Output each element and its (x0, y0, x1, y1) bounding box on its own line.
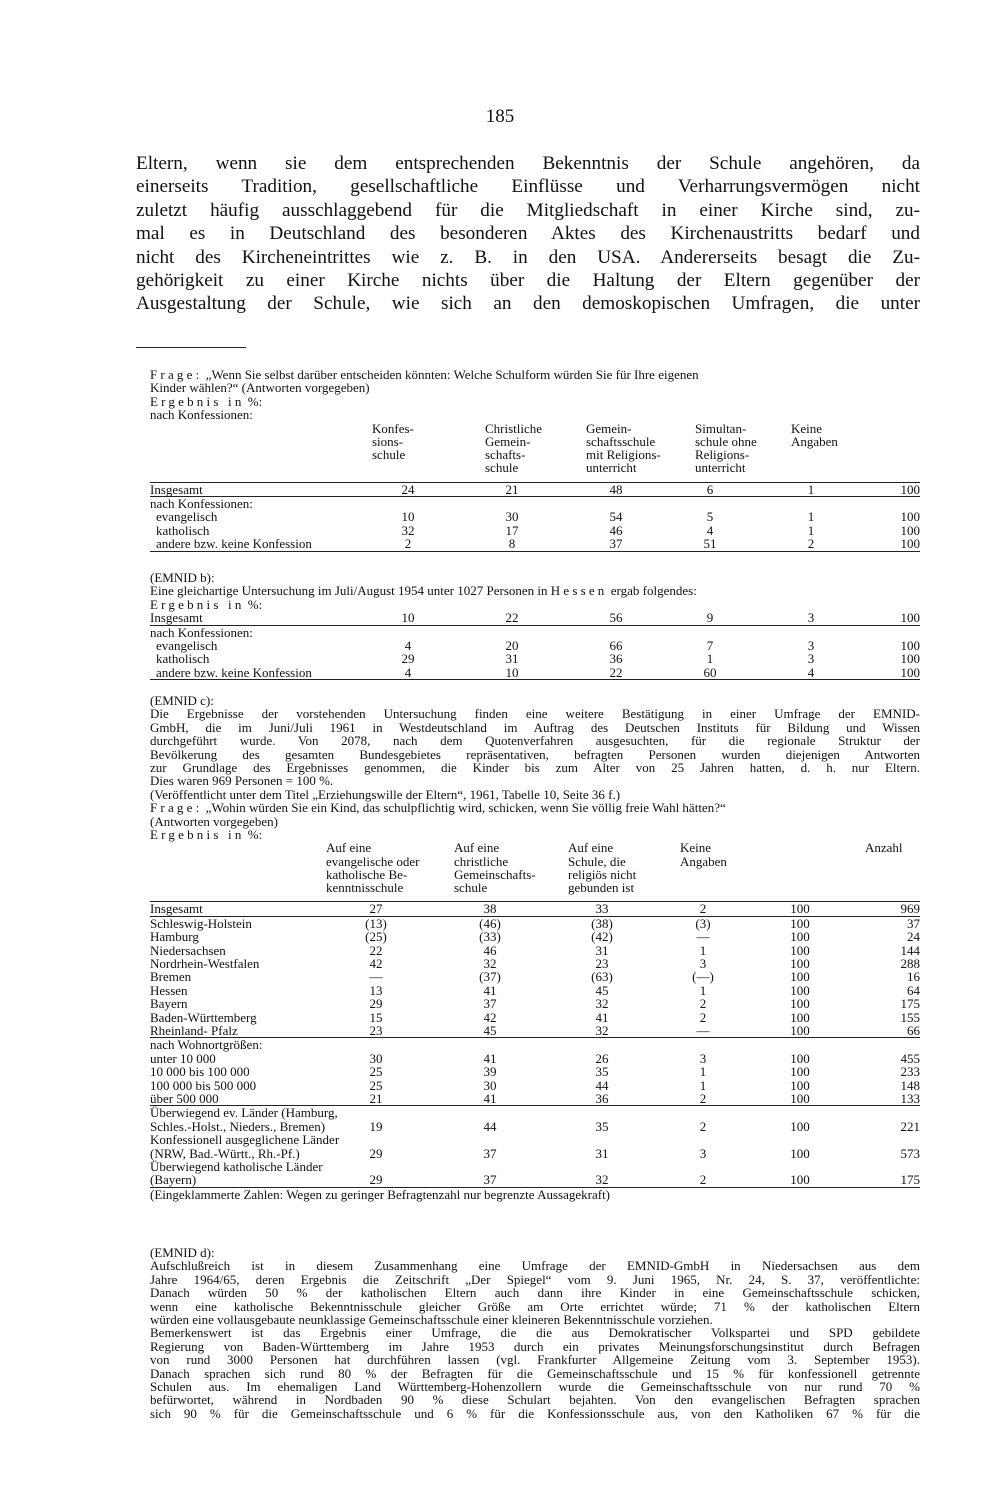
table-cell: 3 (807, 651, 815, 667)
table-cell: 21 (369, 1090, 383, 1106)
table-cell: 2 (699, 1118, 707, 1134)
table-cell: 100 (790, 929, 810, 945)
row-label: nach Konfessionen: (150, 496, 253, 512)
table-cell: 144 (900, 942, 920, 958)
row-label: Hessen (150, 982, 188, 998)
table-cell: 41 (483, 982, 497, 998)
table-cell: 100 (790, 1050, 810, 1066)
row-label: nach Konfessionen: (150, 624, 253, 640)
table-cell: 133 (900, 1090, 920, 1106)
table-cell: 45 (595, 982, 609, 998)
result-label: Ergebnis in %: (150, 827, 263, 843)
table-cell: 100 (790, 1077, 810, 1093)
main-line: Eltern, wenn sie dem entsprechenden Bekenntnis der Schule angehören, da (136, 153, 920, 174)
table-row (150, 1079, 920, 1092)
table-cell: 2 (699, 1009, 707, 1025)
table-cell: 20 (505, 638, 519, 653)
table-row (150, 537, 920, 550)
table-cell: 23 (369, 1022, 383, 1038)
table-body (150, 611, 920, 680)
table-cell: 51 (703, 536, 717, 552)
row-label: evangelisch (156, 638, 218, 653)
table-cell: 100 (790, 1090, 810, 1106)
main-text (136, 152, 920, 316)
table-cell: 10 (505, 664, 519, 680)
row-label: Insgesamt (150, 901, 203, 917)
survey-1 (150, 368, 920, 552)
table-cell: 1 (706, 651, 714, 667)
table-cell: 60 (703, 664, 717, 680)
table-cell: 24 (907, 929, 920, 945)
row-label: Überwiegend katholische Länder (150, 1158, 323, 1174)
table-cell: 25 (369, 1064, 383, 1080)
table-cell: 37 (907, 915, 920, 931)
main-line: einerseits Tradition, gesellschaftliche Einflüsse und Verharrungsvermögen nicht (136, 176, 920, 198)
table-cell: 32 (401, 522, 415, 538)
main-line: zuletzt häufig ausschlaggebend für die Mitgliedschaft in einer Kirche sind, zu- (136, 199, 920, 221)
table-row (150, 1011, 920, 1024)
table-row (150, 1052, 920, 1065)
table-cell: 16 (907, 969, 920, 985)
table-cell: 1 (699, 982, 707, 998)
table-row (150, 524, 920, 537)
table-row (150, 497, 920, 510)
result-label: Ergebnis in %: (150, 596, 263, 612)
table-cell: 100 (900, 638, 920, 653)
table-cell: 41 (483, 1090, 497, 1106)
table-row (150, 944, 920, 957)
table-cell: 1 (807, 509, 815, 525)
table-cell: 2 (699, 901, 707, 917)
table-cell: 100 (900, 664, 920, 680)
table-row (150, 483, 920, 496)
table-header (150, 841, 920, 899)
footnote-divider (136, 347, 246, 348)
source-label: (EMNID d): (150, 1245, 215, 1260)
table-cell: 9 (706, 610, 714, 626)
table-cell: (46) (479, 915, 501, 931)
col-header: Keine Angaben (791, 420, 838, 449)
table-cell: 27 (369, 901, 383, 917)
col-header: Simultan- schule ohne Religions- unterricht (695, 420, 757, 476)
main-line: Ausgestaltung der Schule, wie sich an den demoskopischen Umfragen, die unter (136, 293, 920, 315)
col-header: Auf eine evangelische oder katholische Be- kenntnisschule (326, 840, 420, 896)
table-cell: 22 (609, 664, 623, 680)
table-cell: 969 (900, 901, 920, 917)
row-label: unter 10 000 (150, 1050, 216, 1066)
survey-4 (150, 1246, 920, 1420)
question: Frage: „Wenn Sie selbst darüber entscheiden könnten: Welche Schulform würden Sie für Ihre eigenen (150, 367, 699, 382)
table-cell: 15 (369, 1009, 383, 1025)
row-label: Nordrhein-Westfalen (150, 956, 260, 972)
table-row (150, 611, 920, 624)
table-cell: 30 (369, 1050, 383, 1066)
table-row (150, 626, 920, 639)
table-cell: 148 (900, 1077, 920, 1093)
table-cell: (42) (591, 929, 613, 945)
table-cell: — (696, 1022, 710, 1038)
table-cell: 100 (900, 536, 920, 552)
table-cell: 100 (790, 956, 810, 972)
table-cell: (13) (365, 915, 387, 931)
table-row (150, 652, 920, 665)
table-cell: 31 (595, 1145, 609, 1161)
row-label: andere bzw. keine Konfession (156, 536, 312, 552)
row-label: evangelisch (156, 509, 218, 525)
table-cell: 233 (900, 1064, 920, 1080)
table-row (150, 917, 920, 930)
table-row (150, 1038, 920, 1051)
row-label: über 500 000 (150, 1090, 219, 1106)
table-footnote: (Eingeklammerte Zahlen: Wegen zu geringer Befragtenzahl nur begrenzte Aussagekraft) (150, 1186, 611, 1202)
table-cell: 100 (900, 509, 920, 525)
table-cell: 36 (595, 1090, 609, 1106)
table-cell: 36 (609, 651, 623, 667)
main-line: gehörigkeit zu einer Kirche nichts über die Haltung der Eltern gegenüber der (136, 270, 920, 292)
table-cell: 37 (483, 996, 497, 1012)
table-row (150, 1092, 920, 1105)
table-row (150, 1024, 920, 1037)
table-cell: 3 (807, 610, 815, 626)
row-label: Insgesamt (150, 481, 203, 497)
row-label: (NRW, Bad.-Württ., Rh.-Pf.) (150, 1145, 300, 1161)
row-label: katholisch (156, 522, 210, 538)
row-label: Bayern (150, 996, 188, 1012)
table-cell: 100 (790, 1022, 810, 1038)
table-cell: 155 (900, 1009, 920, 1025)
table-header (150, 422, 920, 480)
row-label: Rheinland- Pfalz (150, 1022, 238, 1038)
table-cell: 42 (369, 956, 383, 972)
question-cont: Kinder wählen?“ (Antworten vorgegeben) (150, 380, 370, 396)
row-label: Hamburg (150, 929, 199, 945)
table-cell: 7 (706, 638, 714, 653)
table-cell: 100 (790, 1118, 810, 1134)
table-cell: 66 (907, 1022, 920, 1038)
table-cell: 573 (900, 1145, 920, 1161)
table-cell: 4 (807, 664, 815, 680)
table-cell: 31 (505, 651, 519, 667)
table-body (150, 483, 920, 552)
table-cell: 2 (404, 536, 412, 552)
survey-2 (150, 571, 920, 680)
table-cell: 221 (900, 1118, 920, 1134)
row-label: Konfessionell ausgeglichene Länder (150, 1132, 340, 1148)
table-cell: (37) (479, 969, 501, 985)
table-cell: 1 (699, 942, 707, 958)
table-cell: (38) (591, 915, 613, 931)
page-number: 185 (485, 106, 515, 127)
survey-3 (150, 694, 920, 1201)
table-cell: 42 (483, 1009, 497, 1025)
table-cell: 2 (699, 1172, 707, 1188)
source-label: (EMNID b): (150, 570, 215, 585)
table-row (150, 1065, 920, 1078)
paragraph: Aufschlußreich ist in diesem Zusammenhang eine Umfrage der EMNID-GmbH in Niedersachsen aus dem Jahre 1964/65, deren Ergebnis die Zeitschrift „Der Spiegel“ vom 9. Juni 1965, Nr. 24, S. 37, veröffentlichte: Danach würden 50 % der katholischen Eltern auch dann ihre Kinder in eine Gemeinschaftsschule schicken, wenn eine katholische Bekenntnisschule gleicher Größe am Orte errichtet würde; 71 % der katholischen Eltern würden eine vollausgebaute neunklassige Gemeinschaftsschule einer kleineren Bekenntnisschule vorziehen. Bemerkenswert ist das Ergebnis einer Umfrage, die die aus Demokratischer Volkspartei und SPD gebildete Regierung von Baden-Württemberg im Jahre 1953 durch ein privates Meinungsforschungsinstitut durch Befragen von rund 3000 Personen hat durchführen lassen (vgl. Frankfurter Allgemeine Zeitung vom 3. September 1953). Danach sprachen sich rund 80 % der Befragten für die Gemeinschaftsschule und 15 % für konfessionell getrennte Schulen aus. Im ehemaligen Land Württemberg-Hohenzollern wurde die Gemeinschaftsschule von nur rund 70 % befürwortet, während in Nordbaden 90 % diese Schulart bejahten. Von den evangelischen Befragten sprachen sich 90 % für die Gemeinschaftsschule und 6 % für die Konfessionsschule aus, von den Katholiken 67 % für die (150, 1258, 920, 1421)
table-row (150, 997, 920, 1010)
table-cell: 33 (595, 901, 609, 917)
main-line: nicht des Kircheneintrittes wie z. B. in den USA. Andererseits besagt die Zu- (136, 246, 920, 268)
table-cell: 288 (900, 956, 920, 972)
table-cell: 31 (595, 942, 609, 958)
table-cell: 3 (699, 1145, 707, 1161)
intro: Eine gleichartige Untersuchung im Juli/August 1954 unter 1027 Personen in Hessen ergab folgendes: (150, 583, 697, 599)
table-cell: 100 (790, 942, 810, 958)
table-cell: 10 (401, 509, 415, 525)
table-cell: 100 (790, 982, 810, 998)
question: Frage: „Wohin würden Sie ein Kind, das schulpflichtig wird, schicken, wenn Sie völlig freie Wahl hätten?“ (150, 800, 726, 816)
table-cell: 22 (369, 942, 383, 958)
table-cell: 100 (900, 651, 920, 667)
table-cell: 4 (706, 522, 714, 538)
table-cell: 37 (483, 1145, 497, 1161)
table-cell: 23 (595, 956, 609, 972)
table-cell: 2 (807, 536, 815, 552)
table-cell: 48 (609, 481, 623, 497)
table-cell: 45 (483, 1022, 497, 1038)
table-cell: 41 (483, 1050, 497, 1066)
row-label: Baden-Württemberg (150, 1009, 257, 1025)
table-cell: 41 (595, 1009, 609, 1025)
table-cell: 175 (900, 1172, 920, 1188)
table-row (150, 1106, 920, 1133)
table-body (150, 902, 920, 1186)
table-cell: 100 (790, 969, 810, 985)
table-cell: 29 (369, 1172, 383, 1188)
row-label: Insgesamt (150, 610, 203, 626)
table-cell: 39 (483, 1064, 497, 1080)
table-row (150, 902, 920, 915)
col-header: Keine Angaben (680, 840, 727, 869)
table-cell: 64 (907, 982, 920, 998)
table-cell: 19 (369, 1118, 383, 1134)
table-row (150, 970, 920, 983)
table-cell: 35 (595, 1118, 609, 1134)
table-cell: 8 (508, 536, 516, 552)
paragraph: Die Ergebnisse der vorstehenden Untersuchung finden eine weitere Bestätigung in einer Umfrage der EMNID- GmbH, die im Juni/Juli 1961 in Westdeutschland im Auftrag des Deutschen Instituts für Bildung und Wissen durchgeführt wurde. Von 2078, nach dem Quotenverfahren ausgesuchten, für die regionale Struktur der Bevölkerung des gesamten Bundesgebietes repräsentativen, befragten Personen wurden diejenigen Antworten zur Grundlage des Ergebnisses genommen, die Kinder bis zum Alter von 25 Jahren hatten, d. h. nur Eltern. Dies waren 969 Personen = 100 %. (Veröffentlicht unter dem Titel „Erziehungswille der Eltern“, 1961, Tabelle 10, Seite 36 f.) (150, 706, 920, 802)
table-cell: 1 (807, 481, 815, 497)
table-cell: (63) (591, 969, 613, 985)
table-cell: 32 (595, 1172, 609, 1188)
table-cell: 1 (699, 1064, 707, 1080)
row-label: Schles.-Holst., Nieders., Bremen) (150, 1118, 326, 1134)
table-cell: 29 (369, 1145, 383, 1161)
row-label: andere bzw. keine Konfession (156, 664, 312, 680)
col-header: Anzahl (865, 840, 903, 856)
table-row (150, 1160, 920, 1187)
question-cont: (Antworten vorgegeben) (150, 813, 278, 829)
table-cell: 3 (699, 956, 707, 972)
group-label: nach Konfessionen: (150, 407, 253, 423)
col-header: Konfes- sions- schule (372, 420, 414, 463)
table-cell: 37 (483, 1172, 497, 1188)
col-header: Gemein- schaftsschule mit Religions- unterricht (586, 420, 661, 476)
table-cell: 100 (900, 610, 920, 626)
table-row (150, 510, 920, 523)
row-label: katholisch (156, 651, 210, 667)
table-cell: 13 (369, 982, 383, 998)
table-cell: (33) (479, 929, 501, 945)
table-cell: 100 (900, 522, 920, 538)
col-header: Christliche Gemein- schafts- schule (485, 420, 543, 476)
table-cell: 17 (505, 522, 519, 538)
table-row (150, 639, 920, 652)
table-row (150, 1133, 920, 1160)
table-cell: 44 (595, 1077, 609, 1093)
table-cell: 66 (609, 638, 623, 653)
table-cell: 100 (790, 1172, 810, 1188)
table-cell: 29 (369, 996, 383, 1012)
table-cell: 38 (483, 901, 497, 917)
table-cell: 30 (505, 509, 519, 525)
table-cell: (—) (692, 969, 714, 985)
table-cell: 100 (790, 1145, 810, 1161)
table-cell: 24 (401, 481, 415, 497)
table-cell: 32 (595, 1022, 609, 1038)
source-label: (EMNID c): (150, 693, 214, 708)
table-cell: 56 (609, 610, 623, 626)
table-row (150, 666, 920, 679)
row-label: Überwiegend ev. Länder (Hamburg, (150, 1105, 338, 1121)
table-cell: 26 (595, 1050, 609, 1066)
table-cell: 2 (699, 996, 707, 1012)
table-cell: 35 (595, 1064, 609, 1080)
table-cell: 25 (369, 1077, 383, 1093)
table-cell: 54 (609, 509, 623, 525)
table-cell: 10 (401, 610, 415, 626)
table-cell: 100 (790, 1064, 810, 1080)
table-cell: 100 (900, 481, 920, 497)
table-cell: 1 (699, 1077, 707, 1093)
table-cell: 32 (483, 956, 497, 972)
table-row (150, 930, 920, 943)
table-cell: 175 (900, 996, 920, 1012)
row-label: 100 000 bis 500 000 (150, 1077, 257, 1093)
table-cell: 1 (807, 522, 815, 538)
result-label: Ergebnis in %: (150, 393, 263, 409)
table-cell: 22 (505, 610, 519, 626)
row-label: (Bayern) (150, 1172, 197, 1188)
table-cell: 30 (483, 1077, 497, 1093)
table-cell: 46 (483, 942, 497, 958)
table-cell: 455 (900, 1050, 920, 1066)
col-header: Auf eine Schule, die religiös nicht gebunden ist (568, 840, 637, 896)
table-cell: 44 (483, 1118, 497, 1134)
table-cell: (3) (695, 915, 711, 931)
table-cell: 4 (404, 664, 412, 680)
table-cell: 2 (699, 1090, 707, 1106)
row-label: Schleswig-Holstein (150, 915, 252, 931)
table-cell: — (369, 969, 383, 985)
table-cell: 3 (699, 1050, 707, 1066)
table-cell: 5 (706, 509, 714, 525)
row-label: Bremen (150, 969, 192, 985)
table-row (150, 957, 920, 970)
table-row (150, 984, 920, 997)
col-header: Auf eine christliche Gemeinschafts- schule (454, 840, 536, 896)
table-cell: (25) (365, 929, 387, 945)
table-cell: 37 (609, 536, 623, 552)
table-cell: 32 (595, 996, 609, 1012)
table-cell: 100 (790, 901, 810, 917)
table-cell: 29 (401, 651, 415, 667)
main-line: mal es in Deutschland des besonderen Aktes des Kirchenaustritts bedarf und (136, 223, 920, 245)
row-label: 10 000 bis 100 000 (150, 1064, 250, 1080)
row-label: Niedersachsen (150, 942, 226, 958)
table-cell: 4 (404, 638, 412, 653)
table-cell: 3 (807, 638, 815, 653)
row-label: nach Wohnortgrößen: (150, 1037, 263, 1053)
table-cell: 100 (790, 1009, 810, 1025)
table-cell: — (696, 929, 710, 945)
table-cell: 100 (790, 915, 810, 931)
table-cell: 21 (505, 481, 519, 497)
table-cell: 6 (706, 481, 714, 497)
table-cell: 46 (609, 522, 623, 538)
table-cell: 100 (790, 996, 810, 1012)
